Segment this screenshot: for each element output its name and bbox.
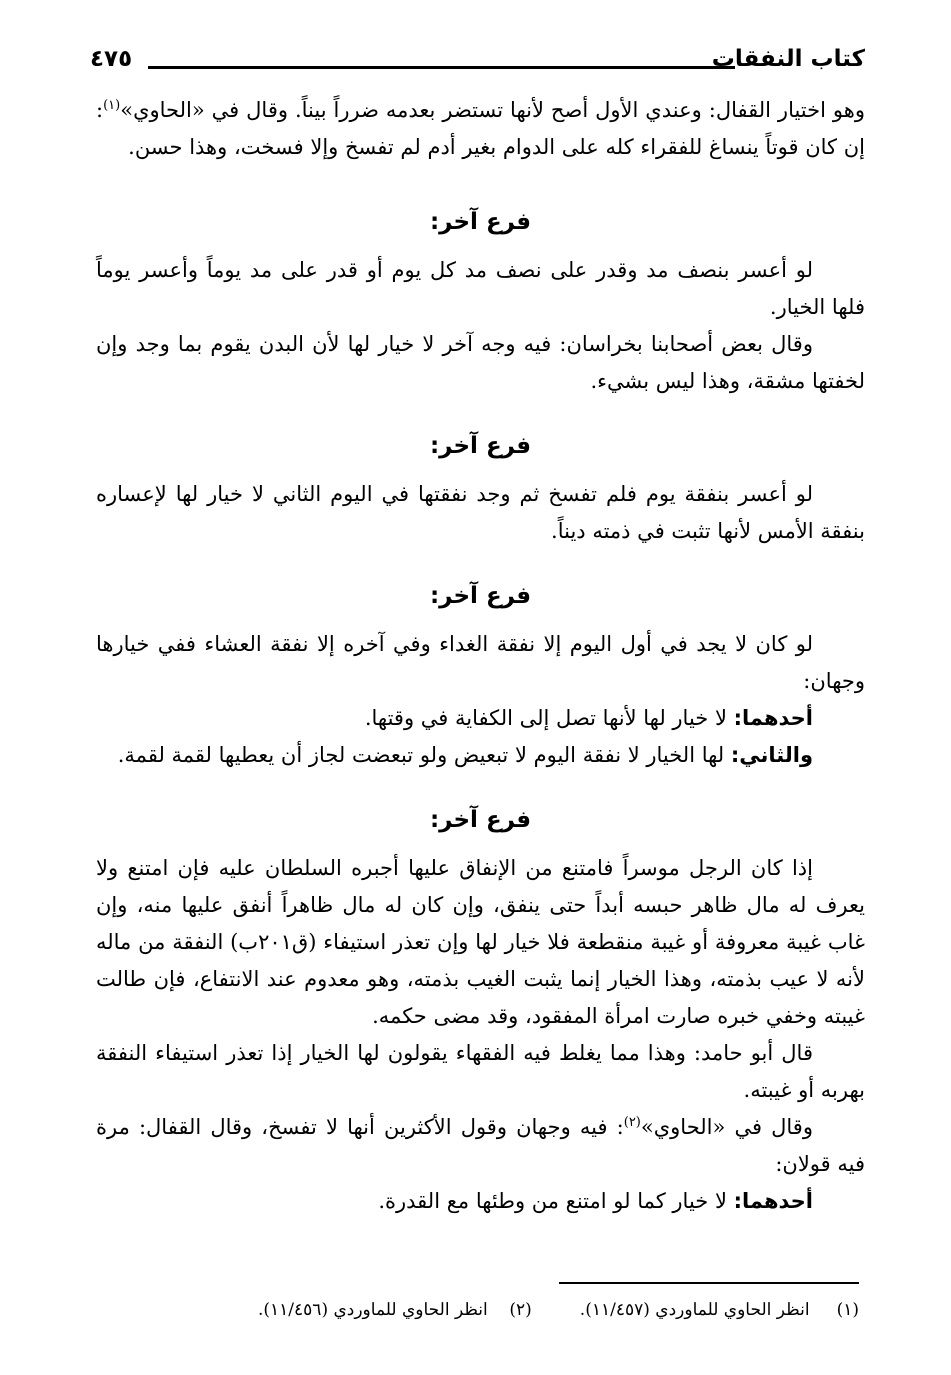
section-heading-3: فرع آخر: [429,583,532,609]
opinion-1-text: لا خيار لها لأنها تصل إلى الكفاية في وقتها. [364,706,734,730]
section-3-opinion-1 [96,700,865,737]
section-4-p3-part-a: وقال في «الحاوي» [640,1115,813,1139]
opinion-2-text: لها الخيار لا نفقة اليوم لا تبعيض ولو تبعضت لجاز أن يعطيها لقمة لقمة. [117,743,731,767]
section-1-paragraph-2: وقال بعض أصحابنا بخراسان: فيه وجه آخر لا خيار لها لأن البدن يقوم بما وجد وإن لخفتها مشقة، وهذا ليس بشيء. [96,332,865,393]
section-4-opinion-1-text: لا خيار كما لو امتنع من وطئها مع القدرة. [378,1189,734,1213]
footnote-2 [258,1296,532,1324]
section-heading-4: فرع آخر: [429,807,532,833]
section-1-paragraph-1: لو أعسر بنصف مد وقدر على نصف مد كل يوم أو قدر على مد يوماً وأعسر يوماً فلها الخيار. [96,258,865,319]
section-4-paragraph-3 [96,1109,865,1183]
section-4-opinion-1 [96,1183,865,1220]
opinion-2-term: والثاني: [730,743,813,767]
footnote-2-number: (٢) [509,1300,532,1320]
footnote-ref-2[interactable]: (٢) [623,1115,641,1130]
footnote-1-number: (١) [836,1300,859,1320]
opinion-1-term: أحدهما: [733,706,813,730]
section-4-opinion-1-term: أحدهما: [733,1189,813,1213]
footnote-1-text: انظر الحاوي للماوردي (١١/٤٥٧). [579,1300,810,1320]
page-number: ٤٧٥ [90,46,133,72]
section-4-paragraph-2: قال أبو حامد: وهذا مما يغلط فيه الفقهاء يقولون لها الخيار إذا تعذر استيفاء النفقة بهربه أو غيبته. [96,1041,865,1102]
section-3-opinion-2 [96,737,865,774]
section-4-paragraph-1: إذا كان الرجل موسراً فامتنع من الإنفاق عليها أجبره السلطان عليه فإن امتنع ولا يعرف له مال ظاهر حبسه أبداً حتى ينفق، وإن كان له مال ظاهراً أنفق عليها منه، وإن غاب غيبة معروفة أو غيبة منقطعة فلا خيار لها وإن تعذر استيفاء (ق٢٠١ب) النفقة من ماله لأنه لا عيب بذمته، وهذا الخيار إنما يثبت الغيب بذمته، وهو معدوم عند الانتفاع، فإن طالت غيبته وخفي خبره صارت امرأة المفقود، وقد مضى حكمه. [96,856,865,1028]
footnote-separator [559,1282,859,1284]
book-title: كتاب النفقات [711,46,865,72]
intro-text-part2: : إن كان قوتاً ينساغ للفقراء كله على الدوام بغير أدم لم تفسخ وإلا فسخت، وهذا حسن. [96,98,865,159]
footnote-2-text: انظر الحاوي للماوردي (١١/٤٥٦). [258,1300,488,1320]
section-heading-1: فرع آخر: [429,209,532,235]
footnote-1 [580,1296,859,1324]
intro-paragraph [96,92,865,166]
main-text [96,92,865,1220]
page-header [90,44,865,84]
header-rule [148,66,735,69]
section-3-paragraph-1: لو كان لا يجد في أول اليوم إلا نفقة الغداء وفي آخره إلا نفقة العشاء ففي خيارها وجهان: [96,632,865,693]
intro-text-part1: وهو اختيار القفال: وعندي الأول أصح لأنها تستضر بعدمه ضرراً بيناً. وقال في «الحاوي» [120,98,865,122]
footnotes [90,1296,859,1324]
footnote-ref-1[interactable]: (١) [103,98,121,113]
section-heading-2: فرع آخر: [429,433,532,459]
section-4-p3-part-b: : فيه وجهان وقول الأكثرين أنها لا تفسخ، وقال القفال: مرة فيه قولان: [96,1115,865,1176]
section-2-paragraph-1: لو أعسر بنفقة يوم فلم تفسخ ثم وجد نفقتها في اليوم الثاني لا خيار لها لإعساره بنفقة الأمس لأنها تثبت في ذمته ديناً. [96,482,865,543]
